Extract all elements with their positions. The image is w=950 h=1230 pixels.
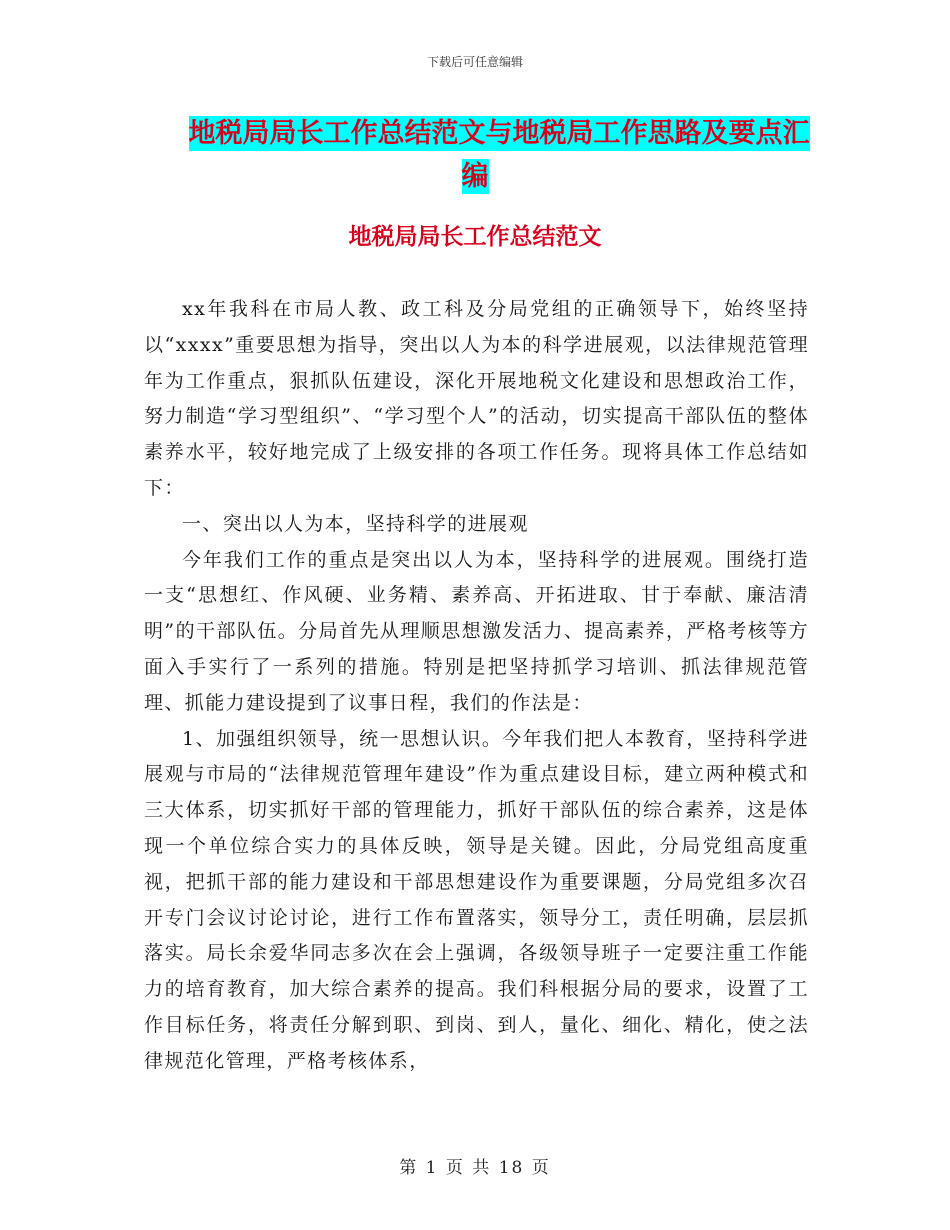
title-line-2: 编 bbox=[461, 161, 489, 192]
section-title: 地税局局长工作总结范文 bbox=[348, 224, 602, 250]
page-footer: 第 1 页 共 18 页 bbox=[399, 1158, 551, 1178]
paragraph-item-one: 1、加强组织领导，统一思想认识。今年我们把人本教育，坚持科学进展观与市局的“法律规范管理年建设”作为重点建设目标，建立两种模式和三大体系，切实抓好干部的管理能力，抓好干部队伍的综合素养，这是体现一个单位综合实力的具体反映，领导是关键。因此，分局党组高度重视，把抓干部的能力建设和干部思想建设作为重要课题，分局党组多次召开专门会议讨论讨论，进行工作布置落实，领导分工，责任明确，层层抓落实。局长余爱华同志多次在会上强调，各级领导班子一定要注重工作能力的培育教育，加大综合素养的提高。我们科根据分局的要求，设置了工作目标任务，将责任分解到职、到岗、到人，量化、细化、精化，使之法律规范化管理，严格考核体系， bbox=[144, 727, 809, 1072]
header-note: 下载后可任意编辑 bbox=[426, 55, 523, 69]
document-body bbox=[144, 292, 809, 1080]
heading-part-one: 一、突出以人为本，坚持科学的进展观 bbox=[182, 512, 529, 535]
paragraph-intro: xx年我科在市局人教、政工科及分局党组的正确领导下，始终坚持以“xxxx”重要思想为指导，突出以人为本的科学进展观，以法律规范管理年为工作重点，狠抓队伍建设，深化开展地税文化建设和思想政治工作，努力制造“学习型组织”、“学习型个人”的活动，切实提高干部队伍的整体素养水平，较好地完成了上级安排的各项工作任务。现将具体工作总结如下： bbox=[144, 298, 809, 499]
title-line-1: 地税局局长工作总结范文与地税局工作思路及要点汇 bbox=[188, 118, 810, 149]
paragraph-focus: 今年我们工作的重点是突出以人为本，坚持科学的进展观。围绕打造一支“思想红、作风硬、业务精、素养高、开拓进取、甘于奉献、廉洁清明”的干部队伍。分局首先从理顺思想激发活力、提高素养，严格考核等方面入手实行了一系列的措施。特别是把坚持抓学习培训、抓法律规范管理、抓能力建设提到了议事日程，我们的作法是： bbox=[144, 548, 809, 714]
document-title bbox=[0, 112, 950, 198]
